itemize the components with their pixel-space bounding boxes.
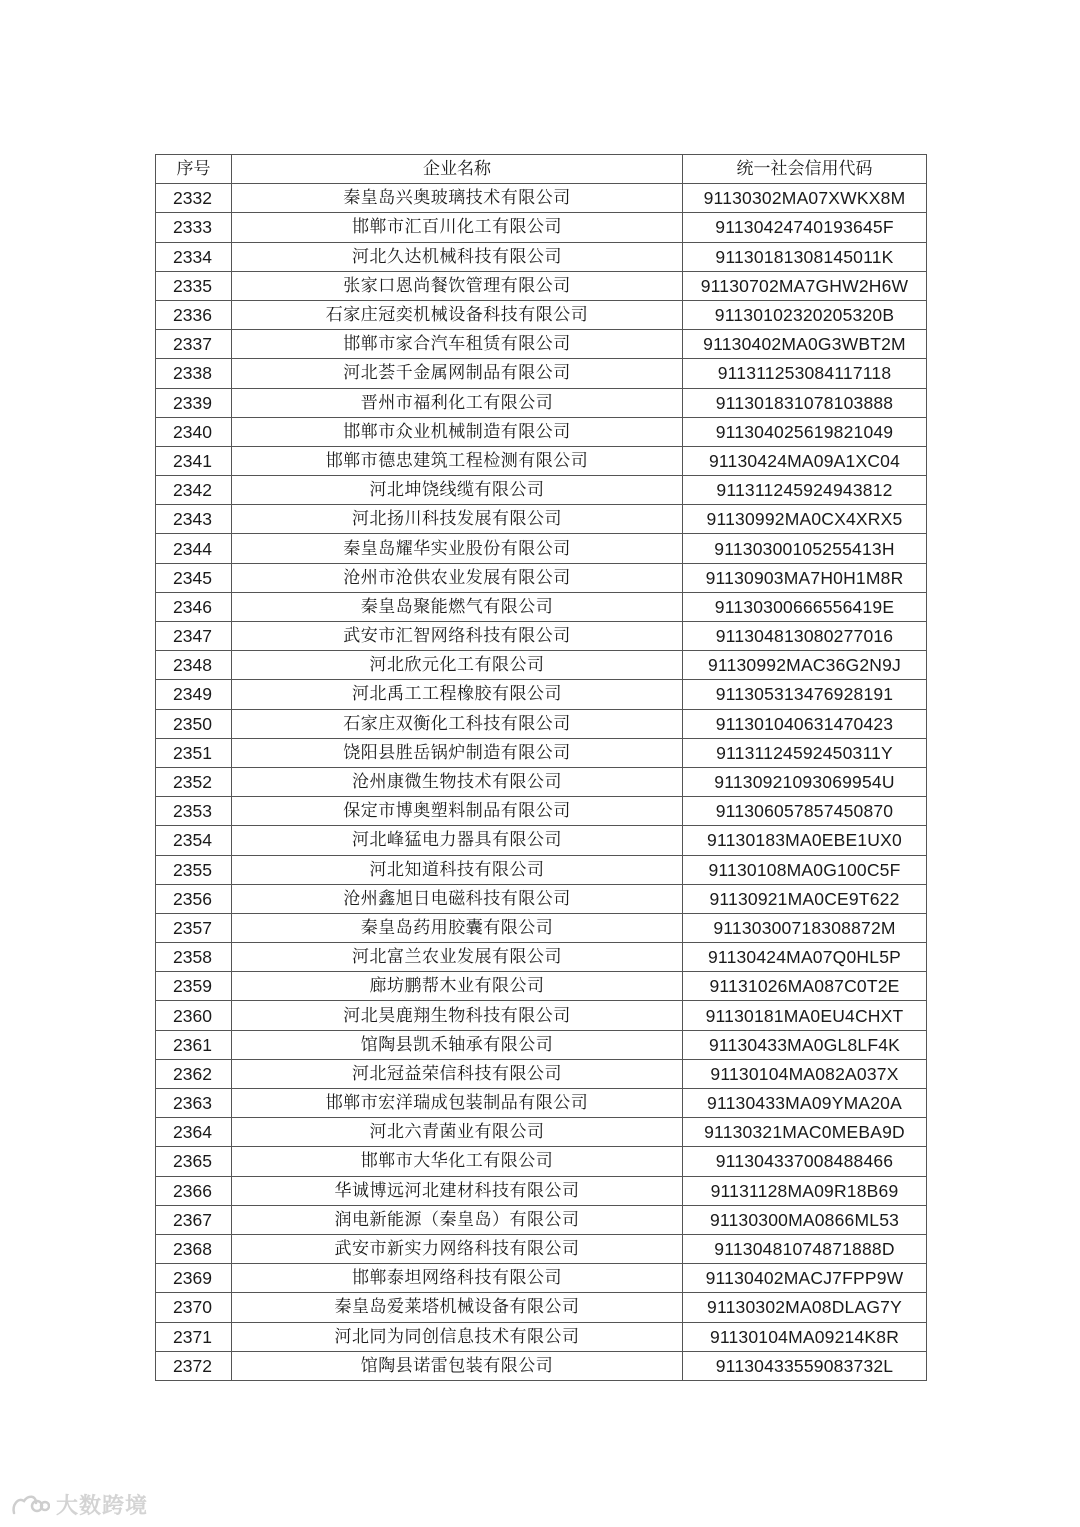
table-row: [156, 1147, 927, 1176]
table-row: [156, 534, 927, 563]
row-company-name: 饶阳县胜岳锅炉制造有限公司: [232, 738, 683, 767]
row-serial: 2341: [156, 446, 232, 475]
row-company-name: 河北富兰农业发展有限公司: [232, 943, 683, 972]
row-credit-code: 91130992MAC36G2N9J: [683, 651, 927, 680]
table-row: [156, 680, 927, 709]
row-serial: 2356: [156, 884, 232, 913]
row-credit-code: 911304337008488466: [683, 1147, 927, 1176]
table-row: [156, 330, 927, 359]
row-company-name: 沧州鑫旭日电磁科技有限公司: [232, 884, 683, 913]
row-credit-code: 91130402MACJ7FPP9W: [683, 1264, 927, 1293]
row-credit-code: 91130302MA07XWKX8M: [683, 184, 927, 213]
table-row: [156, 476, 927, 505]
row-credit-code: 91130921MA0CE9T622: [683, 884, 927, 913]
row-company-name: 秦皇岛药用胶囊有限公司: [232, 913, 683, 942]
row-serial: 2372: [156, 1351, 232, 1380]
row-company-name: 河北峰猛电力器具有限公司: [232, 826, 683, 855]
row-serial: 2344: [156, 534, 232, 563]
table-row: [156, 1118, 927, 1147]
row-credit-code: 911305313476928191: [683, 680, 927, 709]
row-company-name: 邯郸市众业机械制造有限公司: [232, 417, 683, 446]
logo-mark-icon: [10, 1491, 50, 1519]
row-credit-code: 91130702MA7GHW2H6W: [683, 271, 927, 300]
row-serial: 2342: [156, 476, 232, 505]
row-company-name: 石家庄冠奕机械设备科技有限公司: [232, 300, 683, 329]
row-serial: 2368: [156, 1234, 232, 1263]
table-row: [156, 1001, 927, 1030]
row-company-name: 河北知道科技有限公司: [232, 855, 683, 884]
table-row: [156, 1059, 927, 1088]
row-serial: 2360: [156, 1001, 232, 1030]
table-row: [156, 651, 927, 680]
row-company-name: 邯郸市德忠建筑工程检测有限公司: [232, 446, 683, 475]
table-row: [156, 563, 927, 592]
table-row: [156, 1030, 927, 1059]
row-company-name: 邯郸市宏洋瑞成包装制品有限公司: [232, 1089, 683, 1118]
row-credit-code: 91130300666556419E: [683, 592, 927, 621]
row-company-name: 武安市汇智网络科技有限公司: [232, 622, 683, 651]
row-company-name: 邯郸市家合汽车租赁有限公司: [232, 330, 683, 359]
row-credit-code: 91130104MA09214K8R: [683, 1322, 927, 1351]
row-credit-code: 91130424740193645F: [683, 213, 927, 242]
row-company-name: 河北坤饶线缆有限公司: [232, 476, 683, 505]
table-row: [156, 738, 927, 767]
row-credit-code: 91130300718308872M: [683, 913, 927, 942]
row-company-name: 河北六青菌业有限公司: [232, 1118, 683, 1147]
table-row: [156, 1089, 927, 1118]
row-credit-code: 91130903MA7H0H1M8R: [683, 563, 927, 592]
table-row: [156, 1205, 927, 1234]
row-company-name: 河北同为同创信息技术有限公司: [232, 1322, 683, 1351]
row-credit-code: 91130921093069954U: [683, 767, 927, 796]
row-serial: 2338: [156, 359, 232, 388]
row-serial: 2340: [156, 417, 232, 446]
table-row: [156, 271, 927, 300]
row-credit-code: 91130481074871888D: [683, 1234, 927, 1263]
row-serial: 2334: [156, 242, 232, 271]
row-company-name: 河北禹工工程橡胶有限公司: [232, 680, 683, 709]
table-row: [156, 767, 927, 796]
row-serial: 2369: [156, 1264, 232, 1293]
row-company-name: 保定市博奥塑料制品有限公司: [232, 797, 683, 826]
table-row: [156, 1322, 927, 1351]
row-credit-code: 91130300MA0866ML53: [683, 1205, 927, 1234]
row-credit-code: 91130402MA0G3WBT2M: [683, 330, 927, 359]
table-row: [156, 1234, 927, 1263]
row-credit-code: 911311253084117118: [683, 359, 927, 388]
row-serial: 2348: [156, 651, 232, 680]
row-company-name: 晋州市福利化工有限公司: [232, 388, 683, 417]
row-serial: 2358: [156, 943, 232, 972]
table-row: [156, 797, 927, 826]
row-serial: 2350: [156, 709, 232, 738]
table-row: [156, 1293, 927, 1322]
row-credit-code: 91130183MA0EBE1UX0: [683, 826, 927, 855]
row-serial: 2353: [156, 797, 232, 826]
row-company-name: 秦皇岛兴奥玻璃技术有限公司: [232, 184, 683, 213]
header-company-name: 企业名称: [232, 155, 683, 184]
company-table-container: [155, 154, 926, 1381]
row-serial: 2346: [156, 592, 232, 621]
row-credit-code: 911301040631470423: [683, 709, 927, 738]
row-credit-code: 91130102320205320B: [683, 300, 927, 329]
row-credit-code: 911304025619821049: [683, 417, 927, 446]
row-serial: 2339: [156, 388, 232, 417]
row-company-name: 邯郸泰坦网络科技有限公司: [232, 1264, 683, 1293]
row-serial: 2371: [156, 1322, 232, 1351]
row-serial: 2333: [156, 213, 232, 242]
row-credit-code: 911306057857450870: [683, 797, 927, 826]
row-credit-code: 91130321MAC0MEBA9D: [683, 1118, 927, 1147]
row-serial: 2347: [156, 622, 232, 651]
row-serial: 2361: [156, 1030, 232, 1059]
row-credit-code: 911301831078103888: [683, 388, 927, 417]
header-serial: 序号: [156, 155, 232, 184]
row-credit-code: 91130433559083732L: [683, 1351, 927, 1380]
table-row: [156, 943, 927, 972]
watermark: [10, 1489, 148, 1520]
row-company-name: 邯郸市大华化工有限公司: [232, 1147, 683, 1176]
table-row: [156, 913, 927, 942]
table-row: [156, 826, 927, 855]
row-credit-code: 91130181MA0EU4CHXT: [683, 1001, 927, 1030]
row-serial: 2357: [156, 913, 232, 942]
row-serial: 2332: [156, 184, 232, 213]
table-row: [156, 446, 927, 475]
row-serial: 2363: [156, 1089, 232, 1118]
row-serial: 2349: [156, 680, 232, 709]
table-row: [156, 622, 927, 651]
table-row: [156, 1176, 927, 1205]
table-row: [156, 855, 927, 884]
row-company-name: 秦皇岛爱莱塔机械设备有限公司: [232, 1293, 683, 1322]
table-row: [156, 300, 927, 329]
table-row: [156, 359, 927, 388]
row-serial: 2367: [156, 1205, 232, 1234]
row-credit-code: 91130302MA08DLAG7Y: [683, 1293, 927, 1322]
row-serial: 2343: [156, 505, 232, 534]
row-company-name: 河北久达机械科技有限公司: [232, 242, 683, 271]
row-company-name: 邯郸市汇百川化工有限公司: [232, 213, 683, 242]
row-company-name: 张家口恩尚餐饮管理有限公司: [232, 271, 683, 300]
row-serial: 2364: [156, 1118, 232, 1147]
row-serial: 2352: [156, 767, 232, 796]
row-serial: 2359: [156, 972, 232, 1001]
row-company-name: 河北荟千金属网制品有限公司: [232, 359, 683, 388]
row-company-name: 秦皇岛聚能燃气有限公司: [232, 592, 683, 621]
row-credit-code: 91130424MA07Q0HL5P: [683, 943, 927, 972]
row-credit-code: 91130433MA0GL8LF4K: [683, 1030, 927, 1059]
row-serial: 2355: [156, 855, 232, 884]
watermark-text: 大数跨境: [56, 1494, 149, 1519]
table-row: [156, 184, 927, 213]
row-credit-code: 91130108MA0G100C5F: [683, 855, 927, 884]
row-credit-code: 91130181308145011K: [683, 242, 927, 271]
row-credit-code: 91131026MA087C0T2E: [683, 972, 927, 1001]
table-row: [156, 1351, 927, 1380]
table-body: [156, 184, 927, 1381]
table-row: [156, 213, 927, 242]
row-credit-code: 91130300105255413H: [683, 534, 927, 563]
table-row: [156, 505, 927, 534]
row-company-name: 秦皇岛耀华实业股份有限公司: [232, 534, 683, 563]
table-row: [156, 242, 927, 271]
row-credit-code: 91130424MA09A1XC04: [683, 446, 927, 475]
row-credit-code: 91130992MA0CX4XRX5: [683, 505, 927, 534]
row-credit-code: 911311245924943812: [683, 476, 927, 505]
row-company-name: 华诚博远河北建材科技有限公司: [232, 1176, 683, 1205]
row-serial: 2365: [156, 1147, 232, 1176]
row-serial: 2351: [156, 738, 232, 767]
table-header-row: [156, 155, 927, 184]
row-credit-code: 91131124592450311Y: [683, 738, 927, 767]
row-company-name: 馆陶县凯禾轴承有限公司: [232, 1030, 683, 1059]
row-company-name: 润电新能源（秦皇岛）有限公司: [232, 1205, 683, 1234]
row-company-name: 河北冠益荣信科技有限公司: [232, 1059, 683, 1088]
row-company-name: 河北扬川科技发展有限公司: [232, 505, 683, 534]
row-company-name: 廊坊鹏帮木业有限公司: [232, 972, 683, 1001]
row-company-name: 河北欣元化工有限公司: [232, 651, 683, 680]
row-serial: 2345: [156, 563, 232, 592]
row-company-name: 沧州康微生物技术有限公司: [232, 767, 683, 796]
row-serial: 2366: [156, 1176, 232, 1205]
table-row: [156, 592, 927, 621]
row-company-name: 沧州市沧供农业发展有限公司: [232, 563, 683, 592]
row-credit-code: 911304813080277016: [683, 622, 927, 651]
row-credit-code: 91130104MA082A037X: [683, 1059, 927, 1088]
table-row: [156, 884, 927, 913]
header-credit-code: 统一社会信用代码: [683, 155, 927, 184]
row-serial: 2354: [156, 826, 232, 855]
table-row: [156, 972, 927, 1001]
row-serial: 2337: [156, 330, 232, 359]
row-company-name: 武安市新实力网络科技有限公司: [232, 1234, 683, 1263]
company-table: [155, 154, 927, 1381]
row-company-name: 馆陶县诺雷包装有限公司: [232, 1351, 683, 1380]
row-company-name: 石家庄双衡化工科技有限公司: [232, 709, 683, 738]
row-credit-code: 91130433MA09YMA20A: [683, 1089, 927, 1118]
row-serial: 2370: [156, 1293, 232, 1322]
table-row: [156, 417, 927, 446]
row-serial: 2335: [156, 271, 232, 300]
row-serial: 2336: [156, 300, 232, 329]
table-row: [156, 1264, 927, 1293]
row-company-name: 河北昊鹿翔生物科技有限公司: [232, 1001, 683, 1030]
row-serial: 2362: [156, 1059, 232, 1088]
table-row: [156, 709, 927, 738]
table-row: [156, 388, 927, 417]
row-credit-code: 91131128MA09R18B69: [683, 1176, 927, 1205]
